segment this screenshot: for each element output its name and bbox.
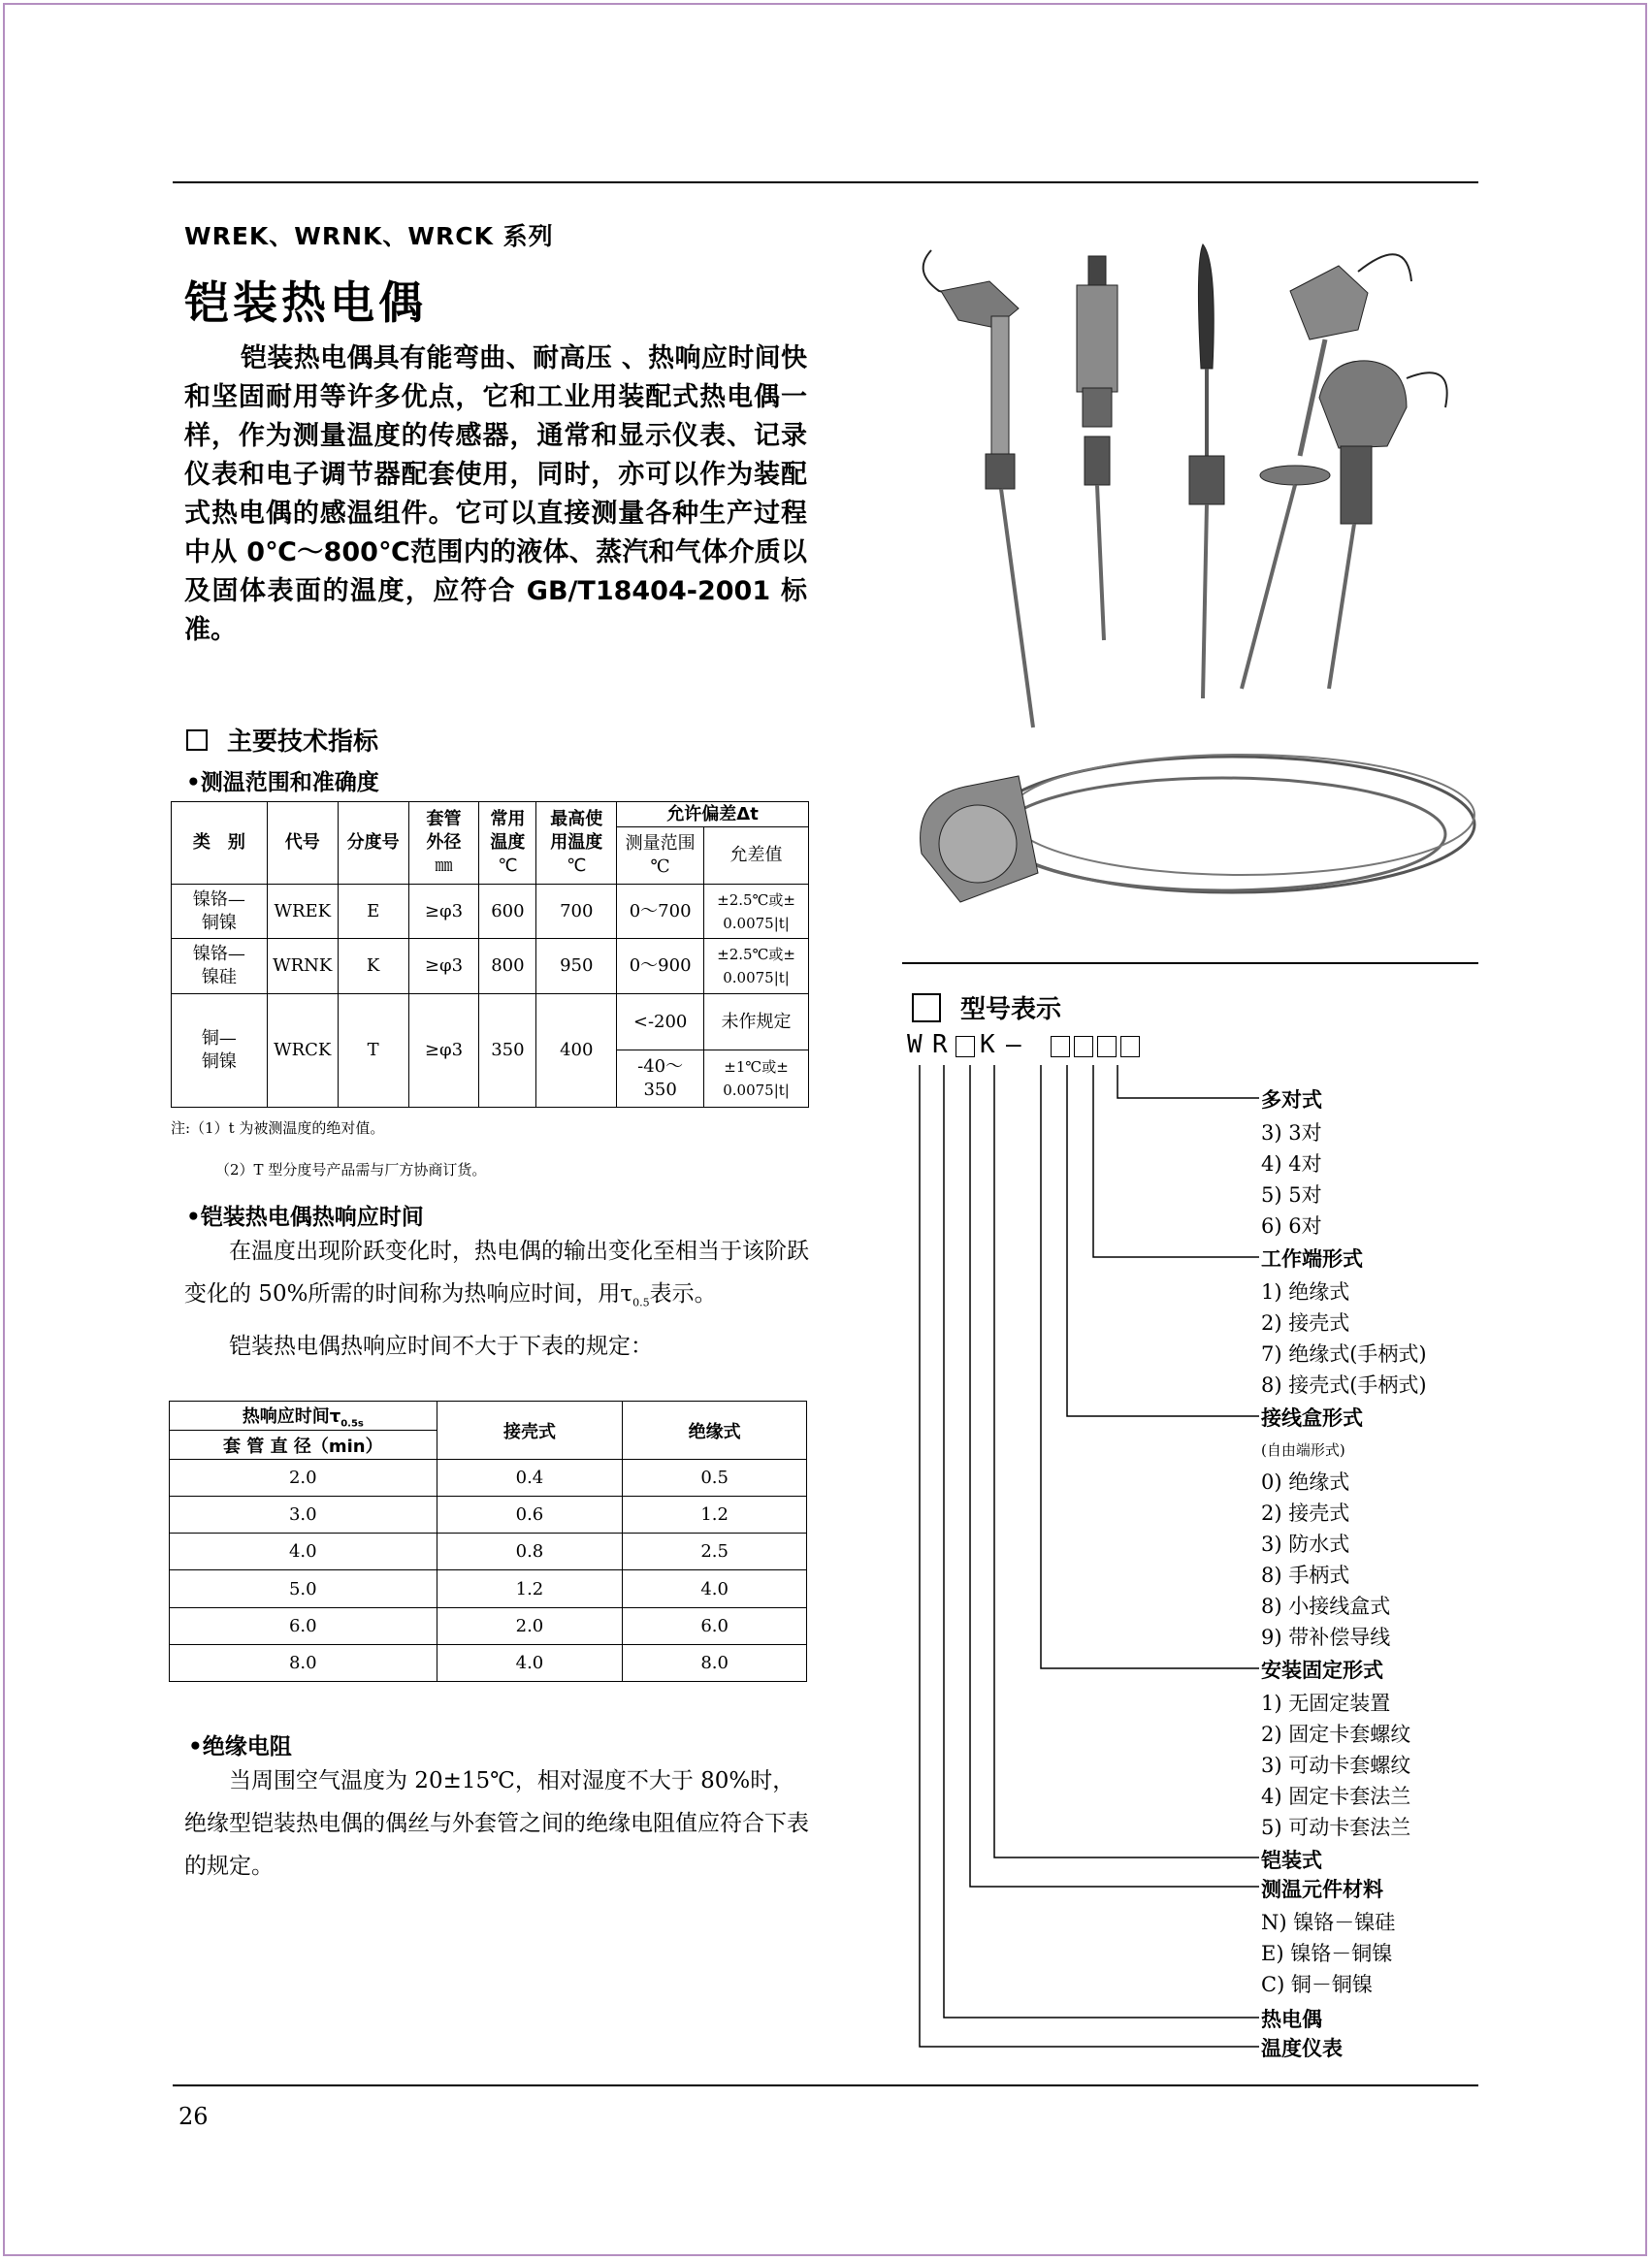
label-f2: 2) 固定卡套螺纹 (1261, 1723, 1411, 1746)
note-2: （2）T 型分度号产品需与厂方协商订货。 (215, 1161, 487, 1179)
response-paragraph (184, 1230, 811, 1325)
th-max (536, 802, 617, 885)
label-m5: 5) 5对 (1261, 1183, 1322, 1207)
label-f5: 5) 可动卡套法兰 (1261, 1816, 1411, 1839)
section-rule (902, 962, 1478, 964)
th-normal-3: ℃ (498, 855, 518, 876)
code-r: R (932, 1030, 948, 1059)
table-row (172, 939, 809, 994)
page-title: 铠装热电偶 (184, 276, 427, 329)
product-sketch (921, 244, 1474, 902)
code-dash: — (1006, 1030, 1021, 1059)
th-sheath-2: 外径 (426, 831, 462, 853)
cell-text: 0.0075|t| (723, 914, 790, 932)
cell-diameter: 4.0 (170, 1534, 437, 1570)
intro-text: 铠装热电偶具有能弯曲、耐高压 、热响应时间快和坚固耐用等许多优点，它和工业用装配式热电偶一样，作为测量温度的传感器，通常和显示仪表、记录仪表和电子调节器配套使用，同时，亦可以作为装配式热电偶的感温组件。它可以直接测量各种生产过程中从 0℃～800℃范围内的液体、蒸汽和气体介质以及固体表面的温度，应符合 GB/T18404-2001 标准。 (184, 343, 807, 645)
cell-insulated: 2.5 (623, 1534, 807, 1570)
label-w1: 1) 绝缘式 (1261, 1280, 1350, 1304)
cell-allow (704, 1050, 809, 1108)
table-row (172, 993, 809, 1050)
cell-grounded: 4.0 (437, 1644, 623, 1681)
cell-grounded: 1.2 (437, 1570, 623, 1607)
th-diameter: 套 管 直 径（min） (170, 1431, 437, 1460)
response-time-table (169, 1401, 807, 1682)
cell-diameter: 5.0 (170, 1570, 437, 1607)
cell-text: ±1℃或± (724, 1058, 789, 1077)
cell-code: WREK (267, 884, 338, 939)
response-p2: 铠装热电偶热响应时间不大于下表的规定： (229, 1333, 653, 1359)
cell-normal: 350 (479, 993, 536, 1107)
cell-sheath: ≥φ3 (408, 993, 479, 1107)
insulation-text (184, 1760, 811, 1888)
cell-diameter: 2.0 (170, 1460, 437, 1497)
cell-sheath: ≥φ3 (408, 884, 479, 939)
cell-insulated: 8.0 (623, 1644, 807, 1681)
cell-range: <-200 (617, 993, 704, 1050)
label-f3: 3) 可动卡套螺纹 (1261, 1754, 1411, 1777)
cell-category (172, 939, 268, 994)
label-b2: 2) 接壳式 (1261, 1502, 1350, 1525)
cell-code: WRCK (267, 993, 338, 1107)
th-sub: 0.5s (340, 1418, 364, 1430)
specs-heading (186, 722, 378, 758)
label-c: C) 铜－铜镍 (1261, 1973, 1373, 1996)
label-m6: 6) 6对 (1261, 1214, 1322, 1238)
th-range (617, 827, 704, 885)
table-row (172, 884, 809, 939)
model-connector-lines (902, 1057, 1271, 2066)
table-row (170, 1497, 807, 1534)
cell-grounded: 2.0 (437, 1607, 623, 1644)
code-w: W (907, 1030, 923, 1059)
specs-heading-text: 主要技术指标 (227, 727, 379, 757)
cell-grade: K (338, 939, 408, 994)
subheading-range: •测温范围和准确度 (186, 770, 379, 795)
cell-diameter: 6.0 (170, 1607, 437, 1644)
label-b3: 3) 防水式 (1261, 1533, 1350, 1556)
cell-allow: 未作规定 (704, 993, 809, 1050)
th-max-2: 用温度 (550, 831, 603, 853)
th-text: 热响应时间τ (242, 1405, 341, 1427)
cell-text: ±2.5℃或± (717, 890, 795, 909)
model-heading (912, 989, 1061, 1025)
table-row (170, 1534, 807, 1570)
code-slot (956, 1036, 975, 1057)
cell-normal: 800 (479, 939, 536, 994)
th-sheath (408, 802, 479, 885)
th-range-1: 测量范围 (625, 833, 696, 855)
response-p1: 在温度出现阶跃变化时，热电偶的输出变化至相当于该阶跃变化的 50%所需的时间称为热响应时间，用τ (184, 1239, 809, 1307)
model-heading-text: 型号表示 (960, 995, 1062, 1024)
checkbox-icon (912, 993, 941, 1022)
label-w2: 2) 接壳式 (1261, 1311, 1350, 1335)
th-category: 类 别 (172, 802, 268, 885)
label-f1: 1) 无固定装置 (1261, 1692, 1391, 1715)
cell-sheath: ≥φ3 (408, 939, 479, 994)
cell-text: 350 (643, 1080, 677, 1101)
code-slot (1120, 1036, 1140, 1057)
th-normal (479, 802, 536, 885)
label-b0: 0) 绝缘式 (1261, 1470, 1350, 1494)
code-slot (1051, 1036, 1070, 1057)
cell-category (172, 884, 268, 939)
th-grade: 分度号 (338, 802, 408, 885)
cell-grounded: 0.4 (437, 1460, 623, 1497)
cell-grade: T (338, 993, 408, 1107)
code-slot (1097, 1036, 1117, 1057)
label-box: 接线盒形式 (1261, 1406, 1363, 1430)
label-armor: 铠装式 (1261, 1849, 1322, 1872)
subheading-insulation: •绝缘电阻 (188, 1734, 292, 1760)
label-free: (自由端形式) (1261, 1441, 1345, 1459)
code-slot (1074, 1036, 1093, 1057)
intro-paragraph (184, 339, 807, 650)
cell-range (617, 1050, 704, 1108)
cell-text: 镍铬— (192, 888, 245, 910)
response-p1-tail: 表示。 (649, 1281, 717, 1307)
cell-max: 700 (536, 884, 617, 939)
th-tolerance: 允许偏差Δt (617, 802, 809, 827)
cell-range: 0～900 (617, 939, 704, 994)
cell-insulated: 6.0 (623, 1607, 807, 1644)
cell-max: 950 (536, 939, 617, 994)
range-accuracy-table (171, 801, 809, 1108)
cell-text: 0.0075|t| (723, 969, 790, 987)
bottom-rule (173, 2084, 1478, 2086)
cell-max: 400 (536, 993, 617, 1107)
cell-text: 0.0075|t| (723, 1082, 790, 1100)
checkbox-icon (186, 729, 208, 751)
cell-range: 0～700 (617, 884, 704, 939)
th-normal-2: 温度 (490, 831, 526, 853)
cell-text: 铜镍 (201, 1050, 237, 1072)
cell-text: ±2.5℃或± (717, 946, 795, 964)
cell-text: 铜— (201, 1027, 237, 1049)
cell-insulated: 0.5 (623, 1460, 807, 1497)
label-inst: 温度仪表 (1261, 2037, 1343, 2060)
th-range-2: ℃ (650, 856, 670, 878)
cell-grade: E (338, 884, 408, 939)
th-normal-1: 常用 (490, 808, 526, 829)
top-rule (173, 181, 1478, 183)
cell-diameter: 8.0 (170, 1644, 437, 1681)
label-w8: 8) 接壳式(手柄式) (1261, 1373, 1427, 1397)
label-tc: 热电偶 (1261, 2008, 1322, 2031)
th-insulated: 绝缘式 (623, 1402, 807, 1460)
label-element: 测温元件材料 (1261, 1878, 1383, 1901)
note-1: 注:（1）t 为被测温度的绝对值。 (171, 1119, 385, 1137)
label-m3: 3) 3对 (1261, 1121, 1322, 1145)
line-box (1067, 1065, 1259, 1416)
label-m4: 4) 4对 (1261, 1152, 1322, 1176)
label-e: E) 镍铬－铜镍 (1261, 1942, 1393, 1965)
th-max-3: ℃ (567, 855, 587, 876)
tau-subscript: 0.5 (632, 1296, 650, 1309)
th-sheath-3: ㎜ (435, 855, 453, 876)
table-row (170, 1570, 807, 1607)
page-number: 26 (178, 2103, 209, 2130)
cell-category (172, 993, 268, 1107)
label-multi: 多对式 (1261, 1088, 1322, 1112)
label-work: 工作端形式 (1261, 1247, 1363, 1271)
product-photo (902, 233, 1484, 951)
line-multi (1118, 1065, 1259, 1098)
label-b9: 9) 带补偿导线 (1261, 1626, 1391, 1649)
cell-diameter: 3.0 (170, 1497, 437, 1534)
label-f4: 4) 固定卡套法兰 (1261, 1785, 1411, 1808)
code-k: K (980, 1030, 995, 1059)
th-response-time (170, 1402, 437, 1431)
table-row (170, 1460, 807, 1497)
cell-text: 镍铬— (192, 944, 245, 965)
cell-grounded: 0.8 (437, 1534, 623, 1570)
th-code: 代号 (267, 802, 338, 885)
insulation-paragraph: 当周围空气温度为 20±15℃，相对湿度不大于 80%时，绝缘型铠装热电偶的偶丝与外套管之间的绝缘电阻值应符合下表的规定。 (184, 1768, 809, 1879)
label-mount: 安装固定形式 (1261, 1659, 1383, 1682)
th-max-1: 最高使 (550, 808, 603, 829)
cell-allow (704, 884, 809, 939)
table-row (170, 1607, 807, 1644)
line-element (970, 1065, 1259, 1887)
line-tc (944, 1065, 1259, 2018)
label-n: N) 镍铬－镍硅 (1261, 1911, 1396, 1934)
series-label: WREK、WRNK、WRCK 系列 (184, 222, 554, 250)
cell-text: -40～ (637, 1056, 684, 1078)
cell-allow (704, 939, 809, 994)
table-row (170, 1644, 807, 1681)
cell-insulated: 4.0 (623, 1570, 807, 1607)
label-b8a: 8) 手柄式 (1261, 1564, 1350, 1587)
th-sheath-1: 套管 (426, 808, 462, 829)
label-b8b: 8) 小接线盒式 (1261, 1595, 1391, 1618)
line-armor (994, 1065, 1259, 1857)
subheading-response: •铠装热电偶热响应时间 (186, 1205, 424, 1230)
th-grounded: 接壳式 (437, 1402, 623, 1460)
cell-text: 铜镍 (201, 912, 237, 933)
cell-normal: 600 (479, 884, 536, 939)
label-w7: 7) 绝缘式(手柄式) (1261, 1342, 1427, 1366)
cell-insulated: 1.2 (623, 1497, 807, 1534)
response-text (184, 1230, 811, 1368)
line-mount (1041, 1065, 1259, 1668)
th-allow: 允差值 (704, 827, 809, 885)
cell-grounded: 0.6 (437, 1497, 623, 1534)
cell-text: 镍硅 (201, 967, 237, 988)
cell-code: WRNK (267, 939, 338, 994)
